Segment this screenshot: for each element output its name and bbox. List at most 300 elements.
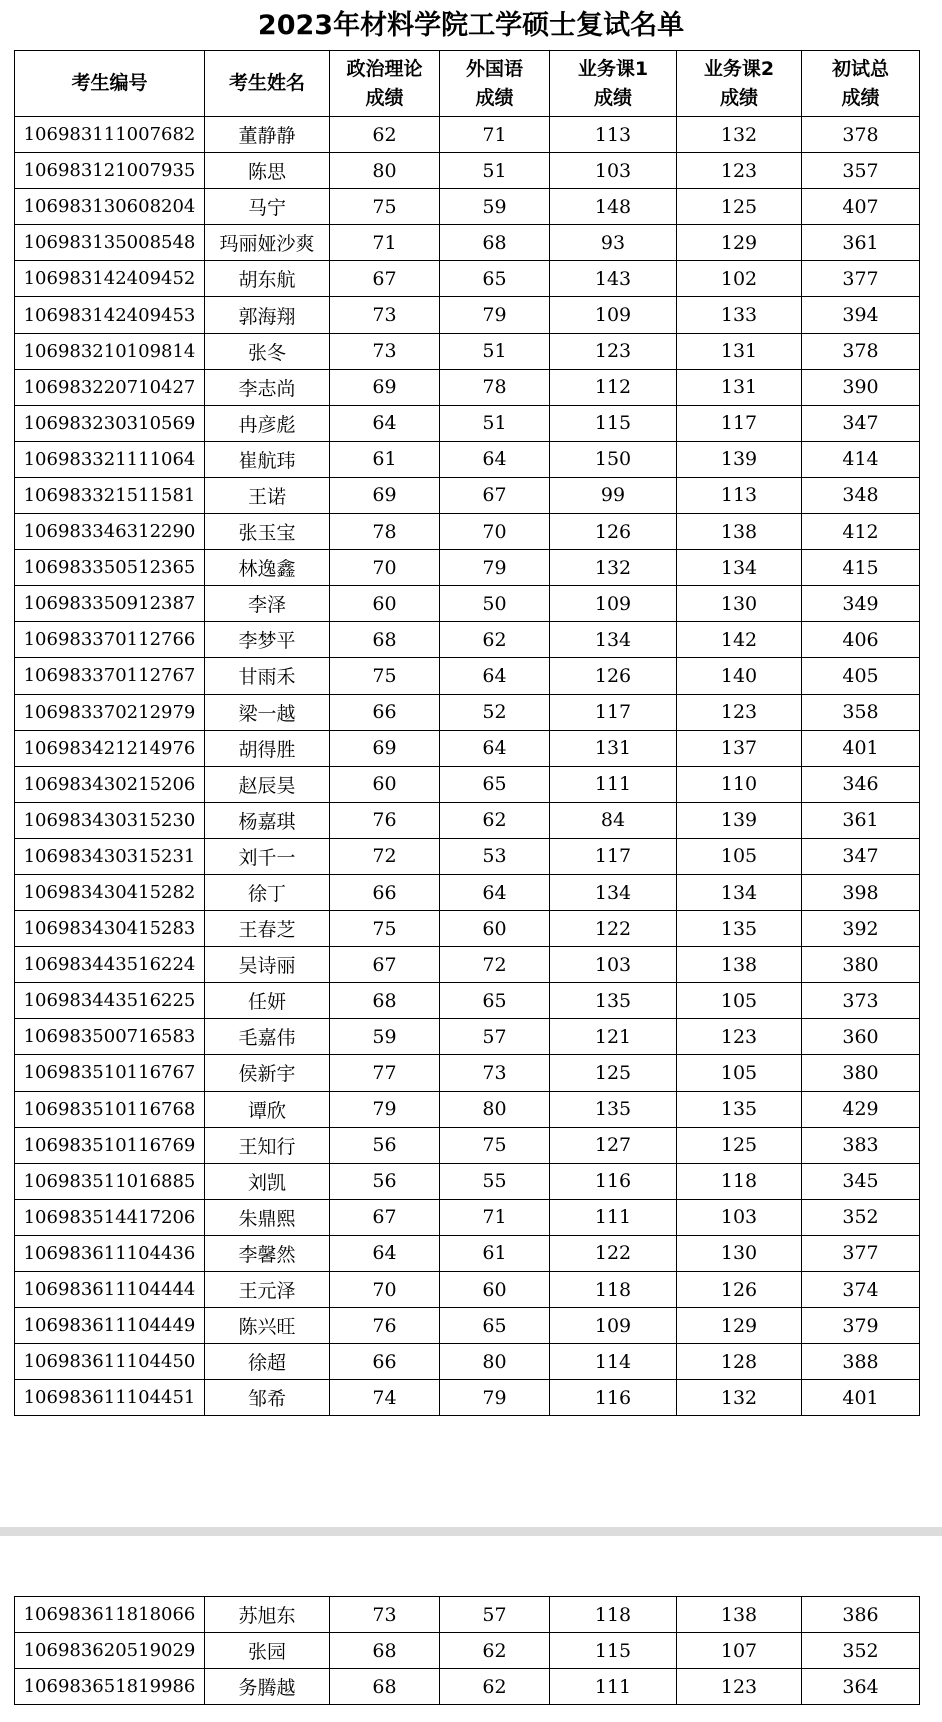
foreign-language-score-cell: 52 (440, 694, 550, 730)
score-table-body (15, 1597, 920, 1705)
course-2-score-cell: 131 (677, 333, 802, 369)
header-label: 成绩 (841, 86, 880, 109)
foreign-language-score-cell: 59 (440, 189, 550, 225)
politics-score-cell: 59 (330, 1019, 440, 1055)
candidate-id-cell: 106983611104449 (15, 1308, 205, 1344)
politics-score-cell: 67 (330, 947, 440, 983)
foreign-language-score-cell: 80 (440, 1091, 550, 1127)
politics-score-cell: 75 (330, 658, 440, 694)
course-2-score-cell: 130 (677, 586, 802, 622)
table-row (15, 983, 920, 1019)
candidate-name-cell: 杨嘉琪 (205, 802, 330, 838)
table-row (15, 586, 920, 622)
candidate-name-cell: 赵辰昊 (205, 766, 330, 802)
course-2-score-cell: 107 (677, 1633, 802, 1669)
header-label: 考生编号 (71, 72, 148, 94)
course-2-score-cell: 135 (677, 911, 802, 947)
politics-score-cell: 68 (330, 1633, 440, 1669)
candidate-name-cell: 梁一越 (205, 694, 330, 730)
course-1-score-cell: 118 (550, 1272, 677, 1308)
total-score-cell: 347 (802, 838, 920, 874)
course-1-score-cell: 84 (550, 802, 677, 838)
course-1-score-cell: 143 (550, 261, 677, 297)
total-score-cell: 380 (802, 1055, 920, 1091)
header-candidate-name (205, 51, 330, 117)
total-score-cell: 377 (802, 261, 920, 297)
course-1-score-cell: 113 (550, 117, 677, 153)
politics-score-cell: 75 (330, 911, 440, 947)
candidate-id-cell: 106983370112766 (15, 622, 205, 658)
politics-score-cell: 66 (330, 1344, 440, 1380)
politics-score-cell: 64 (330, 405, 440, 441)
total-score-cell: 361 (802, 802, 920, 838)
candidate-id-cell: 106983135008548 (15, 225, 205, 261)
header-course-2 (677, 51, 802, 117)
course-2-score-cell: 131 (677, 369, 802, 405)
total-score-cell: 401 (802, 1380, 920, 1416)
candidate-id-cell: 106983321511581 (15, 477, 205, 513)
candidate-id-cell: 106983220710427 (15, 369, 205, 405)
politics-score-cell: 77 (330, 1055, 440, 1091)
candidate-id-cell: 106983443516224 (15, 947, 205, 983)
course-2-score-cell: 132 (677, 1380, 802, 1416)
total-score-cell: 406 (802, 622, 920, 658)
course-1-score-cell: 127 (550, 1127, 677, 1163)
candidate-name-cell: 郭海翔 (205, 297, 330, 333)
total-score-cell: 398 (802, 874, 920, 910)
candidate-name-cell: 谭欣 (205, 1091, 330, 1127)
candidate-name-cell: 张冬 (205, 333, 330, 369)
total-score-cell: 352 (802, 1633, 920, 1669)
politics-score-cell: 68 (330, 1669, 440, 1705)
candidate-name-cell: 董静静 (205, 117, 330, 153)
course-1-score-cell: 115 (550, 405, 677, 441)
politics-score-cell: 74 (330, 1380, 440, 1416)
total-score-cell: 401 (802, 730, 920, 766)
candidate-id-cell: 106983500716583 (15, 1019, 205, 1055)
header-label: 成绩 (475, 86, 514, 109)
candidate-id-cell: 106983350912387 (15, 586, 205, 622)
candidate-id-cell: 106983111007682 (15, 117, 205, 153)
politics-score-cell: 78 (330, 514, 440, 550)
politics-score-cell: 80 (330, 153, 440, 189)
candidate-id-cell: 106983620519029 (15, 1633, 205, 1669)
course-2-score-cell: 117 (677, 405, 802, 441)
total-score-cell: 386 (802, 1597, 920, 1633)
candidate-id-cell: 106983611104444 (15, 1272, 205, 1308)
foreign-language-score-cell: 62 (440, 622, 550, 658)
candidate-name-cell: 陈兴旺 (205, 1308, 330, 1344)
foreign-language-score-cell: 60 (440, 911, 550, 947)
course-1-score-cell: 121 (550, 1019, 677, 1055)
candidate-id-cell: 106983611104451 (15, 1380, 205, 1416)
course-1-score-cell: 148 (550, 189, 677, 225)
total-score-cell: 358 (802, 694, 920, 730)
header-foreign-language (440, 51, 550, 117)
total-score-cell: 388 (802, 1344, 920, 1380)
course-2-score-cell: 132 (677, 117, 802, 153)
course-1-score-cell: 134 (550, 622, 677, 658)
course-2-score-cell: 133 (677, 297, 802, 333)
course-2-score-cell: 139 (677, 802, 802, 838)
course-1-score-cell: 135 (550, 1091, 677, 1127)
foreign-language-score-cell: 61 (440, 1235, 550, 1271)
table-row (15, 1308, 920, 1344)
foreign-language-score-cell: 78 (440, 369, 550, 405)
table-row (15, 658, 920, 694)
header-label: 初试总 (831, 57, 889, 80)
politics-score-cell: 69 (330, 369, 440, 405)
politics-score-cell: 56 (330, 1163, 440, 1199)
table-row (15, 1019, 920, 1055)
total-score-cell: 390 (802, 369, 920, 405)
course-1-score-cell: 111 (550, 766, 677, 802)
politics-score-cell: 71 (330, 225, 440, 261)
total-score-cell: 360 (802, 1019, 920, 1055)
table-row (15, 1163, 920, 1199)
total-score-cell: 373 (802, 983, 920, 1019)
foreign-language-score-cell: 79 (440, 1380, 550, 1416)
course-1-score-cell: 115 (550, 1633, 677, 1669)
candidate-name-cell: 王诺 (205, 477, 330, 513)
table-row (15, 225, 920, 261)
foreign-language-score-cell: 71 (440, 117, 550, 153)
table-row (15, 405, 920, 441)
total-score-cell: 346 (802, 766, 920, 802)
candidate-name-cell: 苏旭东 (205, 1597, 330, 1633)
course-1-score-cell: 112 (550, 369, 677, 405)
table-row (15, 550, 920, 586)
course-1-score-cell: 117 (550, 838, 677, 874)
header-label: 外国语 (465, 57, 523, 80)
course-2-score-cell: 123 (677, 694, 802, 730)
candidate-name-cell: 徐超 (205, 1344, 330, 1380)
course-1-score-cell: 122 (550, 911, 677, 947)
course-2-score-cell: 125 (677, 1127, 802, 1163)
table-row (15, 441, 920, 477)
course-2-score-cell: 134 (677, 550, 802, 586)
course-2-score-cell: 105 (677, 1055, 802, 1091)
politics-score-cell: 64 (330, 1235, 440, 1271)
foreign-language-score-cell: 68 (440, 225, 550, 261)
total-score-cell: 414 (802, 441, 920, 477)
politics-score-cell: 56 (330, 1127, 440, 1163)
total-score-cell: 415 (802, 550, 920, 586)
foreign-language-score-cell: 79 (440, 550, 550, 586)
header-course-1 (550, 51, 677, 117)
course-1-score-cell: 131 (550, 730, 677, 766)
course-2-score-cell: 105 (677, 983, 802, 1019)
course-1-score-cell: 122 (550, 1235, 677, 1271)
table-row (15, 333, 920, 369)
table-row (15, 261, 920, 297)
table-row (15, 622, 920, 658)
course-2-score-cell: 126 (677, 1272, 802, 1308)
candidate-id-cell: 106983346312290 (15, 514, 205, 550)
course-2-score-cell: 135 (677, 1091, 802, 1127)
course-1-score-cell: 123 (550, 333, 677, 369)
total-score-cell: 357 (802, 153, 920, 189)
page-title: 2023年材料学院工学硕士复试名单 (257, 10, 685, 41)
candidate-name-cell: 冉彦彪 (205, 405, 330, 441)
foreign-language-score-cell: 50 (440, 586, 550, 622)
foreign-language-score-cell: 55 (440, 1163, 550, 1199)
candidate-name-cell: 胡东航 (205, 261, 330, 297)
foreign-language-score-cell: 51 (440, 153, 550, 189)
total-score-cell: 429 (802, 1091, 920, 1127)
foreign-language-score-cell: 65 (440, 766, 550, 802)
candidate-id-cell: 106983142409453 (15, 297, 205, 333)
candidate-name-cell: 林逸鑫 (205, 550, 330, 586)
header-label: 成绩 (593, 86, 632, 109)
course-1-score-cell: 114 (550, 1344, 677, 1380)
course-2-score-cell: 129 (677, 225, 802, 261)
table-row (15, 1380, 920, 1416)
course-1-score-cell: 126 (550, 514, 677, 550)
politics-score-cell: 73 (330, 1597, 440, 1633)
foreign-language-score-cell: 64 (440, 730, 550, 766)
course-1-score-cell: 109 (550, 297, 677, 333)
course-1-score-cell: 111 (550, 1199, 677, 1235)
course-2-score-cell: 138 (677, 514, 802, 550)
candidate-name-cell: 崔航玮 (205, 441, 330, 477)
candidate-id-cell: 106983370212979 (15, 694, 205, 730)
foreign-language-score-cell: 64 (440, 658, 550, 694)
table-row (15, 1127, 920, 1163)
candidate-id-cell: 106983443516225 (15, 983, 205, 1019)
score-table (14, 50, 920, 1416)
page-break-divider (0, 1527, 942, 1536)
candidate-id-cell: 106983430315231 (15, 838, 205, 874)
politics-score-cell: 62 (330, 117, 440, 153)
candidate-id-cell: 106983321111064 (15, 441, 205, 477)
candidate-id-cell: 106983142409452 (15, 261, 205, 297)
header-row (15, 51, 920, 117)
course-1-score-cell: 117 (550, 694, 677, 730)
course-1-score-cell: 126 (550, 658, 677, 694)
total-score-cell: 361 (802, 225, 920, 261)
header-label: 业务课2 (703, 57, 775, 80)
table-row (15, 117, 920, 153)
course-1-score-cell: 116 (550, 1380, 677, 1416)
table-row (15, 1091, 920, 1127)
course-2-score-cell: 142 (677, 622, 802, 658)
course-1-score-cell: 135 (550, 983, 677, 1019)
politics-score-cell: 68 (330, 983, 440, 1019)
candidate-id-cell: 106983430415282 (15, 874, 205, 910)
table-row (15, 911, 920, 947)
candidate-id-cell: 106983370112767 (15, 658, 205, 694)
candidate-name-cell: 玛丽娅沙爽 (205, 225, 330, 261)
course-1-score-cell: 125 (550, 1055, 677, 1091)
course-1-score-cell: 116 (550, 1163, 677, 1199)
candidate-name-cell: 王知行 (205, 1127, 330, 1163)
table-row (15, 297, 920, 333)
course-2-score-cell: 138 (677, 947, 802, 983)
course-2-score-cell: 128 (677, 1344, 802, 1380)
candidate-name-cell: 李馨然 (205, 1235, 330, 1271)
total-score-cell: 345 (802, 1163, 920, 1199)
politics-score-cell: 60 (330, 586, 440, 622)
candidate-name-cell: 陈思 (205, 153, 330, 189)
politics-score-cell: 61 (330, 441, 440, 477)
course-2-score-cell: 123 (677, 1019, 802, 1055)
foreign-language-score-cell: 75 (440, 1127, 550, 1163)
table-row (15, 153, 920, 189)
politics-score-cell: 73 (330, 333, 440, 369)
course-1-score-cell: 109 (550, 1308, 677, 1344)
politics-score-cell: 70 (330, 1272, 440, 1308)
foreign-language-score-cell: 53 (440, 838, 550, 874)
foreign-language-score-cell: 57 (440, 1019, 550, 1055)
course-2-score-cell: 138 (677, 1597, 802, 1633)
candidate-id-cell: 106983350512365 (15, 550, 205, 586)
foreign-language-score-cell: 51 (440, 405, 550, 441)
politics-score-cell: 73 (330, 297, 440, 333)
total-score-cell: 379 (802, 1308, 920, 1344)
course-1-score-cell: 118 (550, 1597, 677, 1633)
course-2-score-cell: 102 (677, 261, 802, 297)
course-1-score-cell: 99 (550, 477, 677, 513)
table-row (15, 1272, 920, 1308)
total-score-cell: 394 (802, 297, 920, 333)
candidate-id-cell: 106983230310569 (15, 405, 205, 441)
header-label: 业务课1 (577, 57, 649, 80)
candidate-id-cell: 106983510116768 (15, 1091, 205, 1127)
course-2-score-cell: 118 (677, 1163, 802, 1199)
table-row (15, 730, 920, 766)
candidate-name-cell: 刘凯 (205, 1163, 330, 1199)
table-row (15, 947, 920, 983)
total-score-cell: 374 (802, 1272, 920, 1308)
table-row (15, 1669, 920, 1705)
course-2-score-cell: 113 (677, 477, 802, 513)
politics-score-cell: 66 (330, 874, 440, 910)
foreign-language-score-cell: 62 (440, 1669, 550, 1705)
table-row (15, 1344, 920, 1380)
course-1-score-cell: 103 (550, 153, 677, 189)
course-2-score-cell: 105 (677, 838, 802, 874)
candidate-id-cell: 106983611104436 (15, 1235, 205, 1271)
header-politics (330, 51, 440, 117)
header-total (802, 51, 920, 117)
foreign-language-score-cell: 80 (440, 1344, 550, 1380)
table-row (15, 874, 920, 910)
header-label: 考生姓名 (228, 72, 305, 94)
foreign-language-score-cell: 60 (440, 1272, 550, 1308)
candidate-id-cell: 106983430415283 (15, 911, 205, 947)
table-row (15, 802, 920, 838)
course-2-score-cell: 129 (677, 1308, 802, 1344)
foreign-language-score-cell: 64 (440, 874, 550, 910)
candidate-name-cell: 朱鼎熙 (205, 1199, 330, 1235)
candidate-name-cell: 李梦平 (205, 622, 330, 658)
table-row (15, 1597, 920, 1633)
course-2-score-cell: 140 (677, 658, 802, 694)
total-score-cell: 392 (802, 911, 920, 947)
foreign-language-score-cell: 72 (440, 947, 550, 983)
table-row (15, 1055, 920, 1091)
politics-score-cell: 72 (330, 838, 440, 874)
candidate-name-cell: 刘千一 (205, 838, 330, 874)
course-1-score-cell: 109 (550, 586, 677, 622)
table-row (15, 838, 920, 874)
politics-score-cell: 66 (330, 694, 440, 730)
total-score-cell: 380 (802, 947, 920, 983)
total-score-cell: 364 (802, 1669, 920, 1705)
politics-score-cell: 69 (330, 477, 440, 513)
score-table-continued (14, 1596, 920, 1705)
politics-score-cell: 60 (330, 766, 440, 802)
course-2-score-cell: 130 (677, 1235, 802, 1271)
table-row (15, 766, 920, 802)
candidate-name-cell: 务腾越 (205, 1669, 330, 1705)
candidate-id-cell: 106983511016885 (15, 1163, 205, 1199)
total-score-cell: 378 (802, 117, 920, 153)
table-row (15, 1633, 920, 1669)
candidate-name-cell: 徐丁 (205, 874, 330, 910)
course-2-score-cell: 123 (677, 153, 802, 189)
candidate-name-cell: 邹希 (205, 1380, 330, 1416)
foreign-language-score-cell: 79 (440, 297, 550, 333)
foreign-language-score-cell: 65 (440, 261, 550, 297)
course-2-score-cell: 110 (677, 766, 802, 802)
politics-score-cell: 70 (330, 550, 440, 586)
candidate-id-cell: 106983430215206 (15, 766, 205, 802)
course-2-score-cell: 139 (677, 441, 802, 477)
course-1-score-cell: 111 (550, 1669, 677, 1705)
candidate-name-cell: 王元泽 (205, 1272, 330, 1308)
score-table-body (15, 117, 920, 1416)
foreign-language-score-cell: 62 (440, 1633, 550, 1669)
candidate-name-cell: 王春芝 (205, 911, 330, 947)
table-row (15, 369, 920, 405)
politics-score-cell: 67 (330, 261, 440, 297)
politics-score-cell: 76 (330, 1308, 440, 1344)
course-2-score-cell: 134 (677, 874, 802, 910)
header-label: 政治理论 (346, 57, 423, 80)
course-1-score-cell: 103 (550, 947, 677, 983)
candidate-id-cell: 106983210109814 (15, 333, 205, 369)
course-1-score-cell: 134 (550, 874, 677, 910)
course-2-score-cell: 137 (677, 730, 802, 766)
total-score-cell: 377 (802, 1235, 920, 1271)
candidate-name-cell: 马宁 (205, 189, 330, 225)
foreign-language-score-cell: 57 (440, 1597, 550, 1633)
total-score-cell: 378 (802, 333, 920, 369)
politics-score-cell: 76 (330, 802, 440, 838)
candidate-id-cell: 106983651819986 (15, 1669, 205, 1705)
candidate-name-cell: 张园 (205, 1633, 330, 1669)
total-score-cell: 352 (802, 1199, 920, 1235)
foreign-language-score-cell: 70 (440, 514, 550, 550)
table-row (15, 514, 920, 550)
table-row (15, 477, 920, 513)
foreign-language-score-cell: 51 (440, 333, 550, 369)
course-1-score-cell: 93 (550, 225, 677, 261)
total-score-cell: 349 (802, 586, 920, 622)
foreign-language-score-cell: 64 (440, 441, 550, 477)
table-row (15, 1199, 920, 1235)
candidate-id-cell: 106983514417206 (15, 1199, 205, 1235)
candidate-name-cell: 任妍 (205, 983, 330, 1019)
candidate-name-cell: 吴诗丽 (205, 947, 330, 983)
table-row (15, 1235, 920, 1271)
header-candidate-id (15, 51, 205, 117)
politics-score-cell: 75 (330, 189, 440, 225)
foreign-language-score-cell: 62 (440, 802, 550, 838)
table-row (15, 694, 920, 730)
